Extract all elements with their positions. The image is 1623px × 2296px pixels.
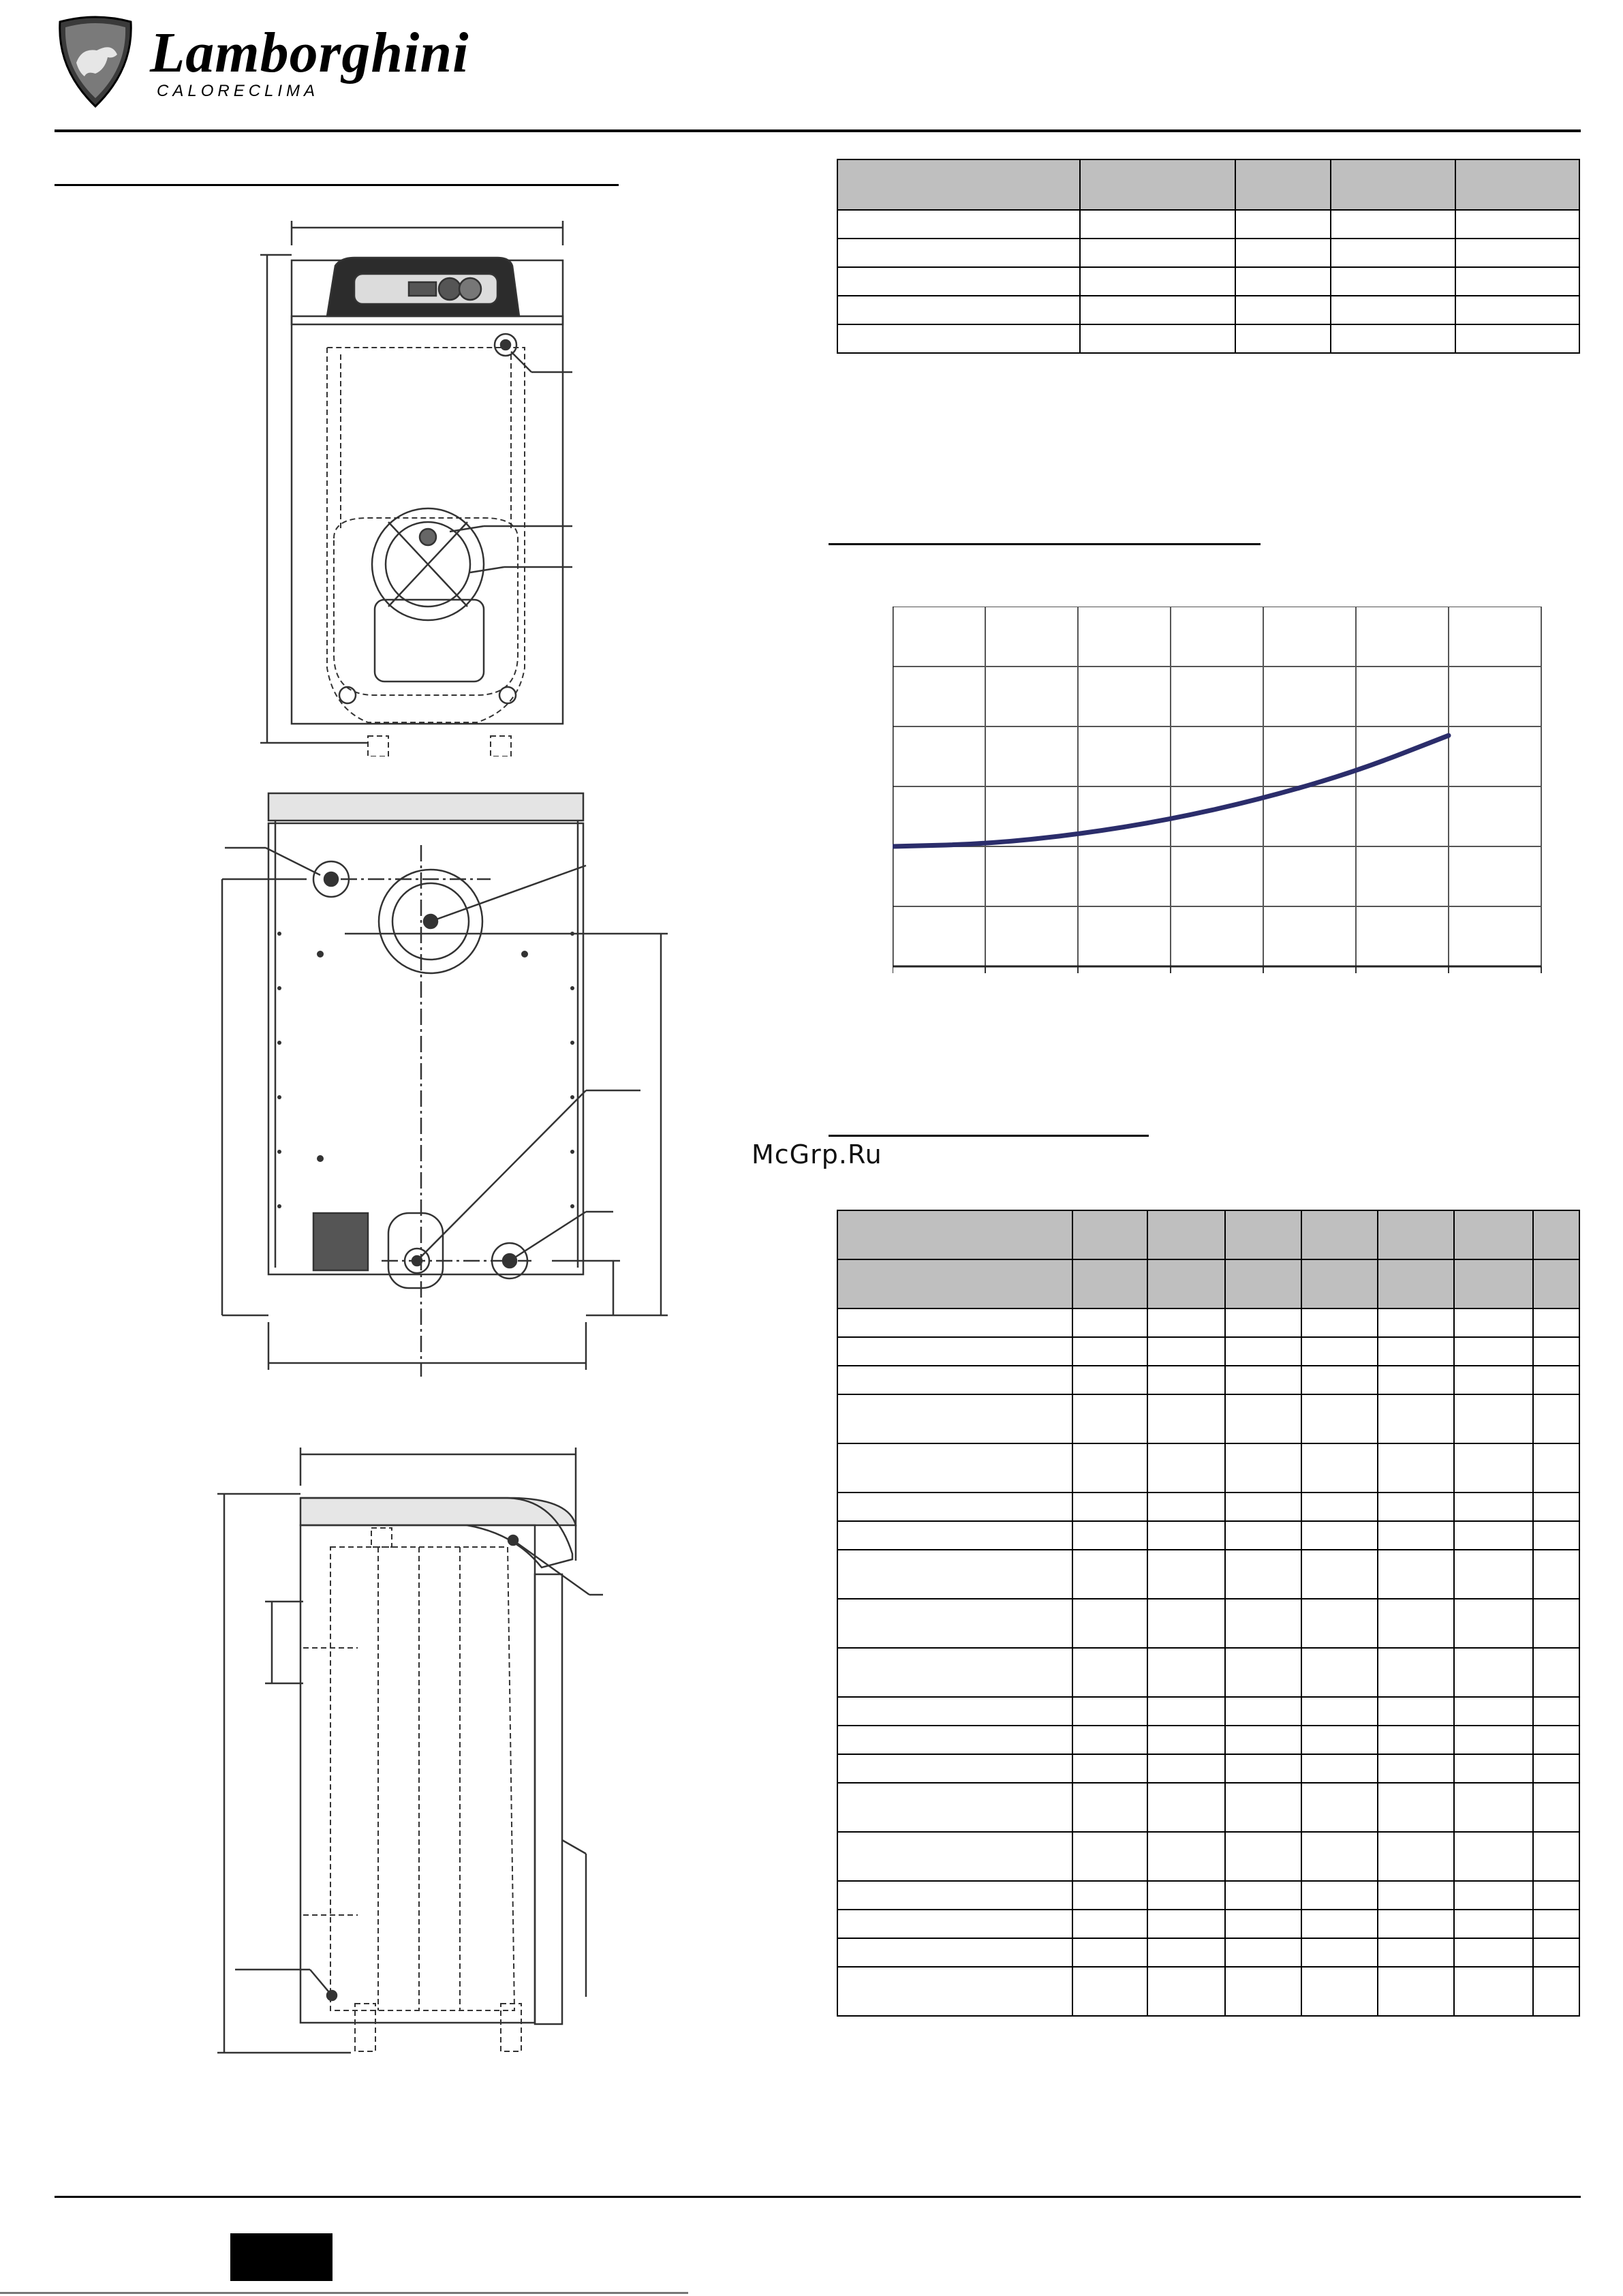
table-row (837, 1881, 1579, 1910)
table-row (837, 1394, 1579, 1443)
table-row (837, 239, 1579, 267)
table-row (837, 1754, 1579, 1783)
page-number-box (230, 2233, 333, 2281)
table-header-row (837, 1259, 1579, 1308)
table-row (837, 1550, 1579, 1599)
table-row (837, 1967, 1579, 2016)
header-rule (55, 129, 1581, 132)
front-view-drawing (252, 218, 593, 756)
table-row (837, 267, 1579, 296)
table-row (837, 1697, 1579, 1726)
table-row (837, 1910, 1579, 1938)
table-row (837, 1648, 1579, 1697)
section-rule-table (829, 1135, 1149, 1137)
spec-table-top (837, 159, 1580, 354)
table-row (837, 1337, 1579, 1366)
table-row (837, 1599, 1579, 1648)
footer-rule (55, 2196, 1581, 2198)
pressure-drop-chart (893, 607, 1574, 988)
brand-logo (55, 15, 469, 110)
table-row (837, 1443, 1579, 1493)
table-row (837, 324, 1579, 353)
watermark-text: McGrp.Ru (752, 1139, 882, 1169)
table-row (837, 1366, 1579, 1394)
table-row (837, 1308, 1579, 1337)
brand-subtitle: CALORECLIMA (157, 82, 320, 100)
table-row (837, 1726, 1579, 1754)
spec-table-main (837, 1210, 1580, 2017)
section-rule-drawings (55, 184, 619, 186)
table-row (837, 296, 1579, 324)
table-row (837, 210, 1579, 239)
table-header-row (837, 1210, 1579, 1259)
table-row (837, 1493, 1579, 1521)
side-view-drawing (215, 1445, 623, 2058)
table-row (837, 1783, 1579, 1832)
rear-view-drawing (218, 791, 681, 1377)
bottom-edge-rule (0, 2292, 688, 2294)
bull-shield-icon (55, 15, 136, 110)
table-row (837, 1521, 1579, 1550)
table-header-row (837, 159, 1579, 210)
table-row (837, 1938, 1579, 1967)
table-row (837, 1832, 1579, 1881)
section-rule-chart (829, 543, 1261, 545)
brand-name: Lamborghini (150, 21, 469, 85)
